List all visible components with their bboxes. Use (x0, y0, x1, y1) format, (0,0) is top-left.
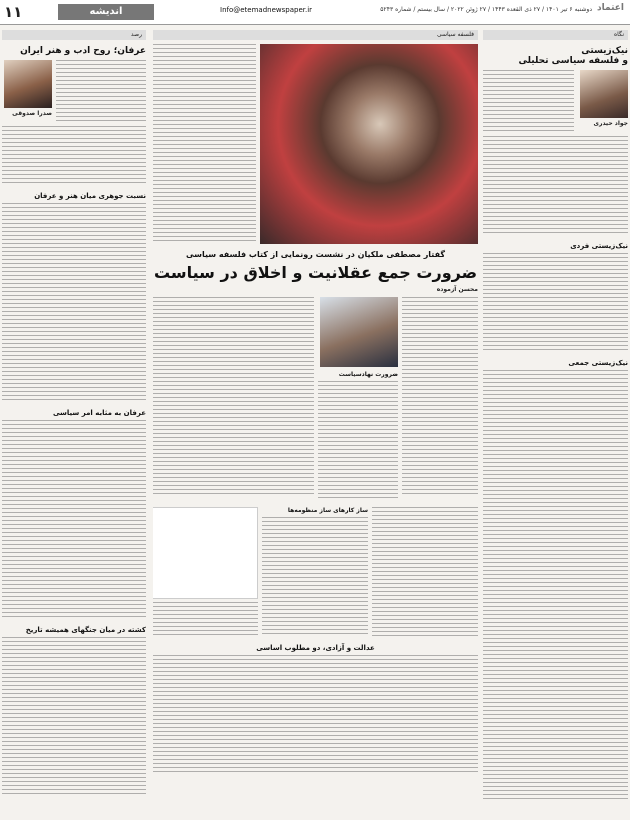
text-block (372, 507, 478, 637)
book-photo (320, 297, 398, 367)
article-kicker: گفتار مصطفی ملکیان در نشست رونمایی از کتاب فلسفه سیاسی (186, 250, 445, 259)
text-block (483, 370, 628, 800)
left-column-headline: عرفان؛ روح ادب و هنر ایران (20, 46, 146, 56)
subhead: نیک‌زیستی جمعی (568, 359, 628, 367)
author-photo (4, 60, 52, 108)
text-block (483, 253, 628, 353)
email-link[interactable]: Info@etemadnewspaper.ir (220, 6, 313, 14)
subhead: ضرورت نهادسیاست (338, 371, 398, 378)
left-column-label: رصد (2, 30, 146, 40)
text-block (153, 655, 478, 775)
book-cover (153, 507, 258, 599)
text-block (153, 602, 258, 638)
right-column-title-2: و فلسفه سیاسی تحلیلی (518, 56, 628, 66)
byline: محسن آزموده (436, 286, 478, 293)
author-photo-block (2, 60, 52, 122)
author-photo-block (578, 70, 628, 132)
author-name: صدرا صدوقی (12, 110, 52, 117)
author-photo (580, 70, 628, 118)
article-headline: ضرورت جمع عقلانیت و اخلاق در سیاست (153, 263, 478, 282)
subhead: ساز کارهای ساز منظومه‌ها (287, 507, 368, 514)
text-block (153, 297, 314, 497)
subhead: نیک‌زیستی فردی (570, 242, 628, 250)
right-column-title-1: نیک‌زیستی (581, 46, 628, 56)
subhead: عدالت و آزادی، دو مطلوب اساسی (256, 644, 375, 652)
dateline: دوشنبه ۶ تیر ۱۴۰۱ / ۲۷ ذی القعده ۱۴۴۳ / ۲۷ ژوئن ۲۰۲۲ / سال بیستم / شماره ۵۲۴۳ (380, 6, 592, 13)
subhead: نسبت جوهری میان هنر و عرفان (34, 192, 146, 200)
text-block (483, 70, 574, 132)
speaker-photo (260, 44, 478, 244)
author-name: جواد حیدری (593, 120, 628, 127)
main-section-band: فلسفه سیاسی (153, 30, 478, 40)
right-column (483, 30, 628, 810)
newspaper-logo: اعتماد (597, 3, 624, 13)
text-block (402, 297, 478, 497)
text-block (2, 126, 146, 186)
text-block (2, 637, 146, 797)
page-number: ۱۱ (4, 3, 23, 21)
text-block (2, 203, 146, 403)
subhead: کشته در میان جنگهای همیشه تاریخ (25, 626, 146, 634)
text-block (56, 60, 146, 122)
text-block (262, 517, 368, 637)
text-block (318, 381, 398, 501)
text-block (153, 44, 256, 244)
main-article (153, 30, 478, 810)
left-column (2, 30, 146, 810)
section-label: اندیشه (58, 4, 154, 20)
text-block (483, 136, 628, 236)
text-block (2, 420, 146, 620)
masthead-bar (0, 0, 630, 25)
right-column-label: نگاه (483, 30, 628, 40)
subhead: عرفان به مثابه امر سیاسی (52, 409, 146, 417)
